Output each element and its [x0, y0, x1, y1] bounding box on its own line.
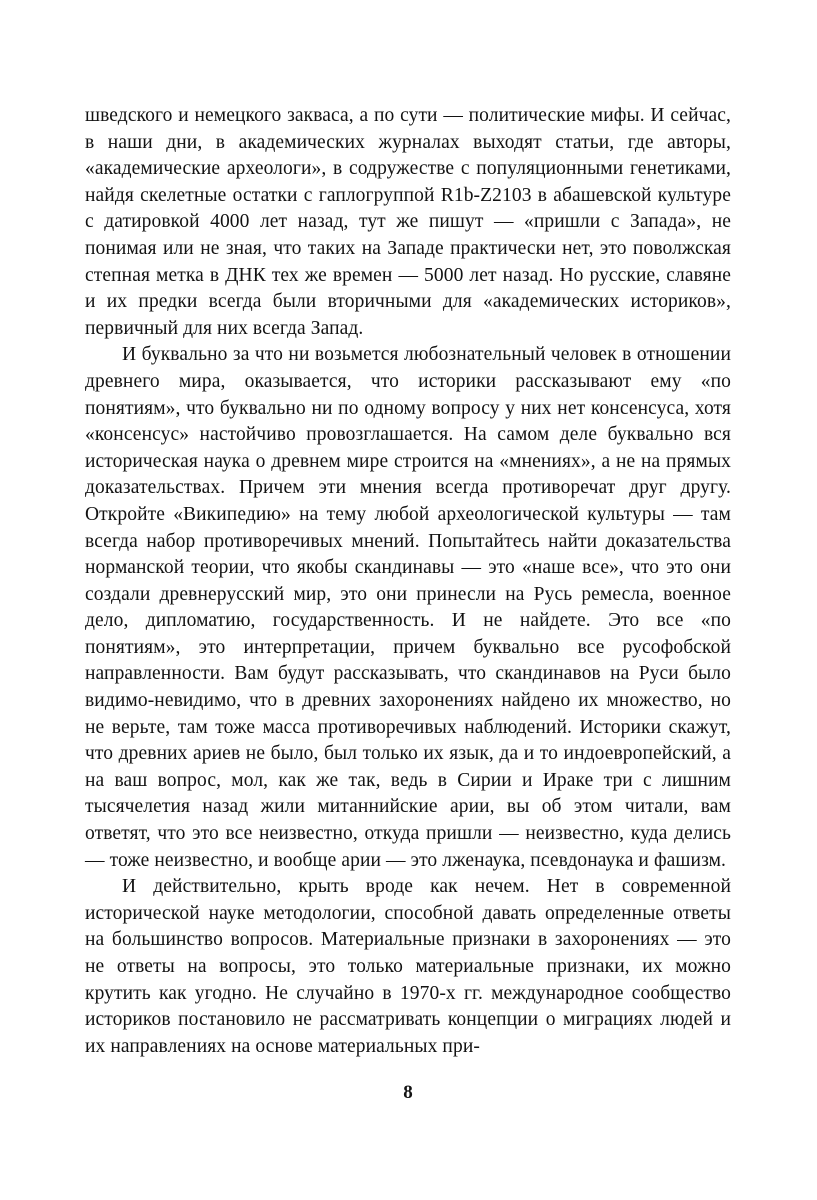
- paragraph: И буквально за что ни возьмется любознательный человек в отношении древнего мира, оказывается, что историки рассказывают ему «по понятиям», что буквально ни по одному вопросу у них нет консенсуса, хотя «консенсус» настойчиво провозглашается. На самом деле буквально вся историческая наука о древнем мире строится на «мнениях», а не на прямых доказательствах. Причем эти мнения всегда противоречат друг другу. Откройте «Википедию» на тему любой археологической культуры — там всегда набор противоречивых мнений. Попытайтесь найти доказательства норманской теории, что якобы скандинавы — это «наше все», что это они создали древнерусский мир, это они принесли на Русь ремесла, военное дело, дипломатию, государственность. И не найдете. Это все «по понятиям», это интерпретации, причем буквально все русофобской направленности. Вам будут рассказывать, что скандинавов на Руси было видимо-невидимо, что в древних захоронениях найдено их множество, но не верьте, там тоже масса противоречивых наблюдений. Историки скажут, что древних ариев не было, был только их язык, да и то индоевропейский, а на ваш вопрос, мол, как же так, ведь в Сирии и Ираке три с лишним тысячелетия назад жили митаннийские арии, вы об этом читали, вам ответят, что это все неизвестно, откуда пришли — неизвестно, куда делись — тоже неизвестно, и вообще арии — это лженаука, псевдонаука и фашизм.: [85, 344, 731, 871]
- paragraph: И действительно, крыть вроде как нечем. Нет в современной исторической науке методологии, способной давать определенные ответы на большинство вопросов. Материальные признаки в захоронениях — это не ответы на вопросы, это только материальные признаки, их можно крутить как угодно. Не случайно в 1970-х гг. международное сообщество историков постановило не рассматривать концепции о миграциях людей и их направлениях на основе материальных при-: [85, 876, 731, 1057]
- page-number: 8: [403, 1082, 413, 1103]
- paragraph: шведского и немецкого закваса, а по сути — политические мифы. И сейчас, в наши дни, в академических журналах выходят статьи, где авторы, «академические археологи», в содружестве с популяционными генетиками, найдя скелетные остатки с гаплогруппой R1b-Z2103 в абашевской культуре с датировкой 4000 лет назад, тут же пишут — «пришли с Запада», не понимая или не зная, что таких на Западе практически нет, это поволжская степная метка в ДНК тех же времен — 5000 лет назад. Но русские, славяне и их предки всегда были вторичными для «академических историков», первичный для них всегда Запад.: [85, 105, 731, 339]
- page-text-block: [85, 103, 731, 1060]
